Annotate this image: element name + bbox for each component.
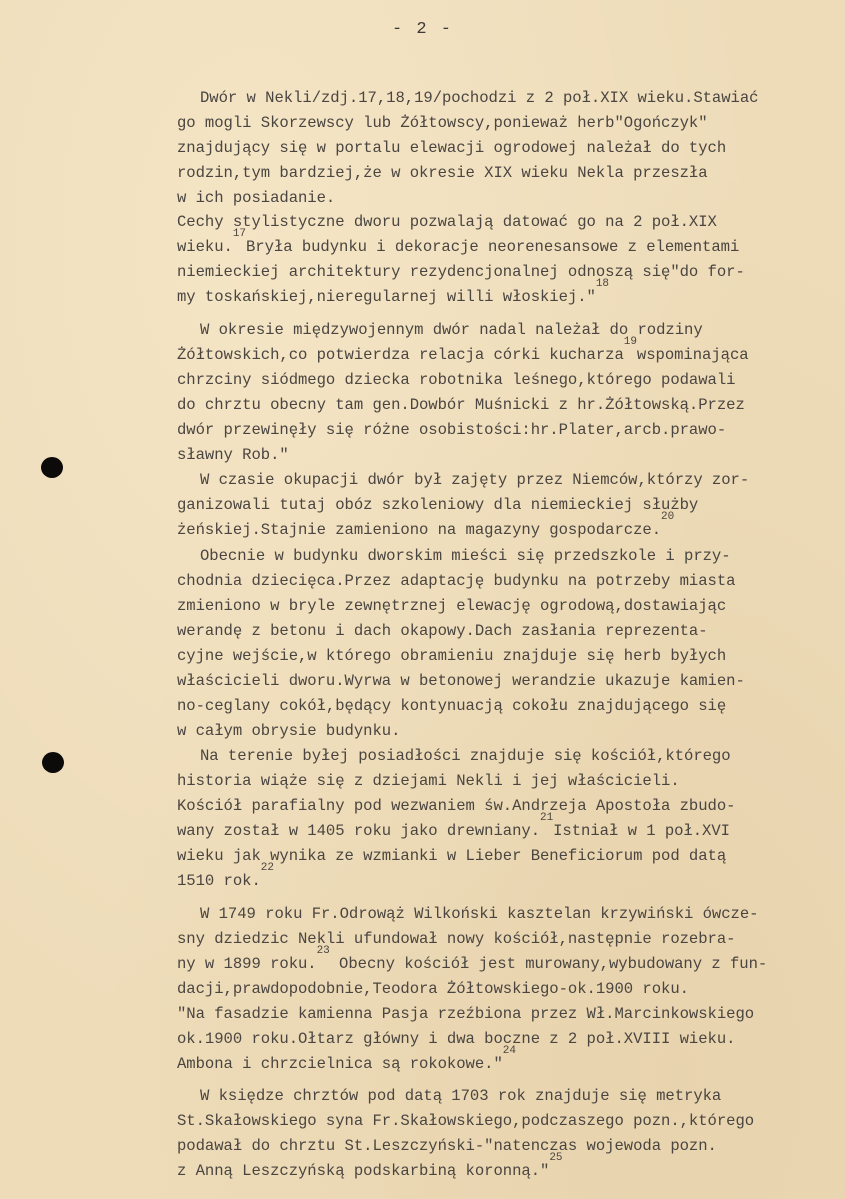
page-number: - 2 - xyxy=(391,20,453,39)
footnote-marker: 24 xyxy=(502,1045,516,1057)
text-line xyxy=(177,771,680,791)
text-line-content: 1510 rok. xyxy=(177,872,261,890)
text-line-content: W księdze chrztów pod datą 1703 rok znajduje się metryka xyxy=(200,1087,722,1105)
text-line-content: my toskańskiej,nieregularnej willi włoskiej." xyxy=(177,288,596,306)
footnote-marker: 23 xyxy=(316,945,330,957)
text-line-content: żeńskiej.Stajnie zamieniono na magazyny gospodarcze. xyxy=(177,521,662,539)
text-line xyxy=(177,796,735,816)
text-line-content: rodzin,tym bardziej,że w okresie XIX wieku Nekla przeszła xyxy=(177,164,708,182)
text-line-content: chrzciny siódmego dziecka robotnika leśnego,którego podawali xyxy=(177,371,736,389)
text-line-content: no-ceglany cokół,będący kontynuacją cokołu znajdującego się xyxy=(177,697,727,715)
text-line xyxy=(177,1029,735,1049)
footnote-marker: 22 xyxy=(260,862,274,874)
text-line-content: St.Skałowskiego syna Fr.Skałowskiego,podczaszego pozn.,którego xyxy=(177,1112,755,1130)
text-line xyxy=(177,336,749,365)
text-line xyxy=(177,262,745,282)
text-line-content: "Na fasadzie kamienna Pasja rzeźbiona przez Wł.Marcinkowskiego xyxy=(177,1005,755,1023)
text-line xyxy=(177,846,726,866)
text-line-content: w całym obrysie budynku. xyxy=(177,722,401,740)
text-line xyxy=(200,546,731,566)
text-line-content: W 1749 roku Fr.Odrowąż Wilkoński kasztelan krzywiński ówcze- xyxy=(200,905,759,923)
text-line xyxy=(177,278,609,307)
text-line-content: dacji,prawdopodobnie,Teodora Żółtowskiego-ok.1900 roku. xyxy=(177,980,689,998)
text-line xyxy=(177,596,726,616)
text-line xyxy=(177,979,689,999)
text-line-content: sny dziedzic Nekli ufundował nowy kościół,następnie rozebra- xyxy=(177,930,736,948)
text-line-content: Żółtowskich,co potwierdza relacja córki kucharza xyxy=(177,346,624,364)
text-line xyxy=(177,621,708,641)
text-line-content: historia wiąże się z dziejami Nekli i jej właścicieli. xyxy=(177,772,680,790)
text-line-content: ok.1900 roku.Ołtarz główny i dwa boczne z 2 poł.XVIII wieku. xyxy=(177,1030,736,1048)
text-line xyxy=(200,904,758,924)
text-line xyxy=(177,646,726,666)
text-line-continuation: wspominająca xyxy=(636,346,749,364)
text-line-content: Kościół parafialny pod wezwaniem św.Andrzeja Apostoła zbudo- xyxy=(177,797,736,815)
text-line xyxy=(177,929,735,949)
text-line-content: go mogli Skorzewscy lub Żółtowscy,ponieważ herb"Ogończyk" xyxy=(177,114,708,132)
footnote-marker: 21 xyxy=(540,812,554,824)
text-line xyxy=(177,1111,754,1131)
text-line-content: zmieniono w bryle zewnętrznej elewację ogrodową,dostawiając xyxy=(177,597,727,615)
footnote-marker: 25 xyxy=(549,1152,563,1164)
text-line-content: sławny Rob." xyxy=(177,446,289,464)
text-line xyxy=(177,721,400,741)
text-line xyxy=(177,812,730,841)
text-line-content: chodnia dziecięca.Przez adaptację budynku na potrzeby miasta xyxy=(177,572,736,590)
text-line-content: ny w 1899 roku. xyxy=(177,955,317,973)
text-line xyxy=(177,113,708,133)
text-line xyxy=(177,420,726,440)
text-line xyxy=(200,746,731,766)
footnote-marker: 19 xyxy=(623,336,637,348)
text-line xyxy=(177,1045,516,1074)
text-line-content: W czasie okupacji dwór był zajęty przez Niemców,którzy zor- xyxy=(200,471,750,489)
text-line xyxy=(177,1152,563,1181)
text-line-content: niemieckiej architektury rezydencjonalnej odnoszą się"do for- xyxy=(177,263,745,281)
text-line-content: wieku. xyxy=(177,238,233,256)
text-line-content: do chrztu obecny tam gen.Dowbór Muśnicki z hr.Żółtowską.Przez xyxy=(177,396,745,414)
text-line xyxy=(177,862,274,891)
text-line xyxy=(177,1004,754,1024)
text-line-continuation: Bryła budynku i dekoracje neorenesansowe z elementami xyxy=(245,238,740,256)
text-line xyxy=(177,395,745,415)
text-line-content: Obecnie w budynku dworskim mieści się przedszkole i przy- xyxy=(200,547,731,565)
text-line xyxy=(177,212,717,232)
text-line xyxy=(177,370,735,390)
text-line-content: znajdujący się w portalu elewacji ogrodowej należał do tych xyxy=(177,139,727,157)
text-line xyxy=(177,571,735,591)
text-line xyxy=(177,696,726,716)
text-line-content: Cechy stylistyczne dworu pozwalają datować go na 2 poł.XIX xyxy=(177,213,717,231)
footnote-marker: 17 xyxy=(232,228,246,240)
text-line-content: wany został w 1405 roku jako drewniany. xyxy=(177,822,541,840)
text-line xyxy=(177,495,698,515)
footnote-marker: 18 xyxy=(595,278,609,290)
text-line-content: właścicieli dworu.Wyrwa w betonowej werandzie ukazuje kamien- xyxy=(177,672,745,690)
text-line xyxy=(200,88,758,108)
text-line-content: W okresie międzywojennym dwór nadal należał do rodziny xyxy=(200,321,703,339)
punch-hole-bottom xyxy=(42,752,64,773)
text-line-content: w ich posiadanie. xyxy=(177,189,336,207)
text-line-content: cyjne wejście,w którego obramieniu znajduje się herb byłych xyxy=(177,647,727,665)
text-line-content: Na terenie byłej posiadłości znajduje się kościół,którego xyxy=(200,747,731,765)
text-line xyxy=(177,138,726,158)
text-line xyxy=(177,511,675,540)
text-line-content: podawał do chrztu St.Leszczyński-"natenczas wojewoda pozn. xyxy=(177,1137,717,1155)
text-line-continuation: Istniał w 1 poł.XVI xyxy=(553,822,730,840)
text-line xyxy=(200,1086,721,1106)
text-line-content: dwór przewinęły się różne osobistości:hr.Plater,arcb.prawo- xyxy=(177,421,727,439)
text-line xyxy=(200,470,749,490)
text-line xyxy=(177,163,708,183)
text-line xyxy=(177,671,745,691)
text-line xyxy=(177,188,335,208)
text-line-content: werandę z betonu i dach okapowy.Dach zasłania reprezenta- xyxy=(177,622,708,640)
text-line-content: Dwór w Nekli/zdj.17,18,19/pochodzi z 2 poł.XIX wieku.Stawiać xyxy=(200,89,759,107)
text-line xyxy=(177,1136,717,1156)
punch-hole-top xyxy=(41,457,63,478)
text-line-content: Ambona i chrzcielnica są rokokowe." xyxy=(177,1055,503,1073)
text-line-continuation: Obecny kościół jest murowany,wybudowany z fun- xyxy=(329,955,768,973)
text-line-content: ganizowali tutaj obóz szkoleniowy dla niemieckiej służby xyxy=(177,496,699,514)
footnote-marker: 20 xyxy=(661,511,675,523)
text-line-content: wieku jak wynika ze wzmianki w Lieber Beneficiorum pod datą xyxy=(177,847,727,865)
text-line-content: z Anną Leszczyńską podskarbiną koronną." xyxy=(177,1162,550,1180)
text-line xyxy=(177,445,289,465)
text-line xyxy=(177,945,768,974)
text-line xyxy=(177,228,740,257)
